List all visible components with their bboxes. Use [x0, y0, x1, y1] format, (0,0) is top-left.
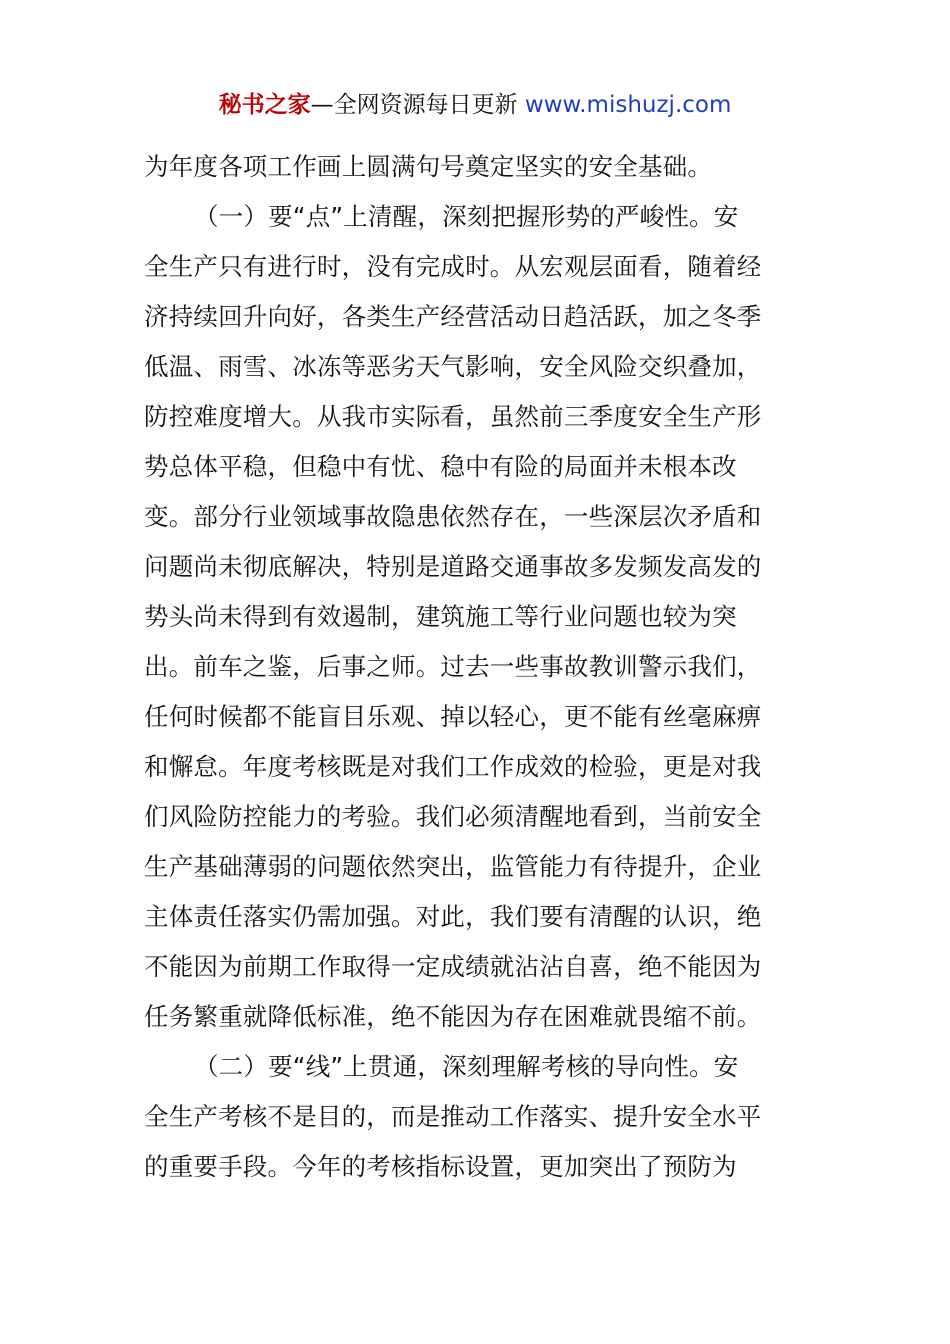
brand-name: 秘书之家: [218, 92, 311, 118]
text-line: （二）要“线”上贯通，深刻理解考核的导向性。安: [194, 1052, 739, 1081]
text-line: 防控难度增大。从我市实际看，虽然前三季度安全生产形: [144, 402, 762, 431]
text-line: 任何时候都不能盲目乐观、掉以轻心，更不能有丝毫麻痹: [144, 702, 762, 731]
text-line: 的重要手段。今年的考核指标设置，更加突出了预防为: [144, 1152, 737, 1181]
text-line: 为年度各项工作画上圆满句号奠定坚实的安全基础。: [144, 152, 713, 181]
text-line: 全生产只有进行时，没有完成时。从宏观层面看，随着经: [144, 252, 762, 281]
page-header: [0, 90, 950, 120]
text-line: 和懈怠。年度考核既是对我们工作成效的检验，更是对我: [144, 752, 762, 781]
text-line: 势总体平稳，但稳中有忧、稳中有险的局面并未根本改: [144, 452, 737, 481]
website-link[interactable]: www.mishuzj.com: [524, 92, 732, 118]
header-slogan: —全网资源每日更新: [310, 92, 525, 118]
text-line: 全生产考核不是目的，而是推动工作落实、提升安全水平: [144, 1102, 762, 1131]
text-line: 势头尚未得到有效遏制，建筑施工等行业问题也较为突: [144, 602, 737, 631]
text-line: （一）要“点”上清醒，深刻把握形势的严峻性。安: [194, 202, 739, 231]
text-line: 问题尚未彻底解决，特别是道路交通事故多发频发高发的: [144, 552, 762, 581]
text-line: 不能因为前期工作取得一定成绩就沾沾自喜，绝不能因为: [144, 952, 762, 981]
text-line: 济持续回升向好，各类生产经营活动日趋活跃，加之冬季: [144, 302, 762, 331]
text-line: 变。部分行业领域事故隐患依然存在，一些深层次矛盾和: [144, 502, 762, 531]
text-line: 生产基础薄弱的问题依然突出，监管能力有待提升，企业: [144, 852, 762, 881]
text-line: 们风险防控能力的考验。我们必须清醒地看到，当前安全: [144, 802, 762, 831]
text-line: 低温、雨雪、冰冻等恶劣天气影响，安全风险交织叠加，: [144, 352, 762, 381]
document-body: [144, 142, 810, 1192]
text-line: 主体责任落实仍需加强。对此，我们要有清醒的认识，绝: [144, 902, 762, 931]
text-line: 出。前车之鉴，后事之师。过去一些事故教训警示我们，: [144, 652, 762, 681]
text-line: 任务繁重就降低标准，绝不能因为存在困难就畏缩不前。: [144, 1002, 762, 1031]
